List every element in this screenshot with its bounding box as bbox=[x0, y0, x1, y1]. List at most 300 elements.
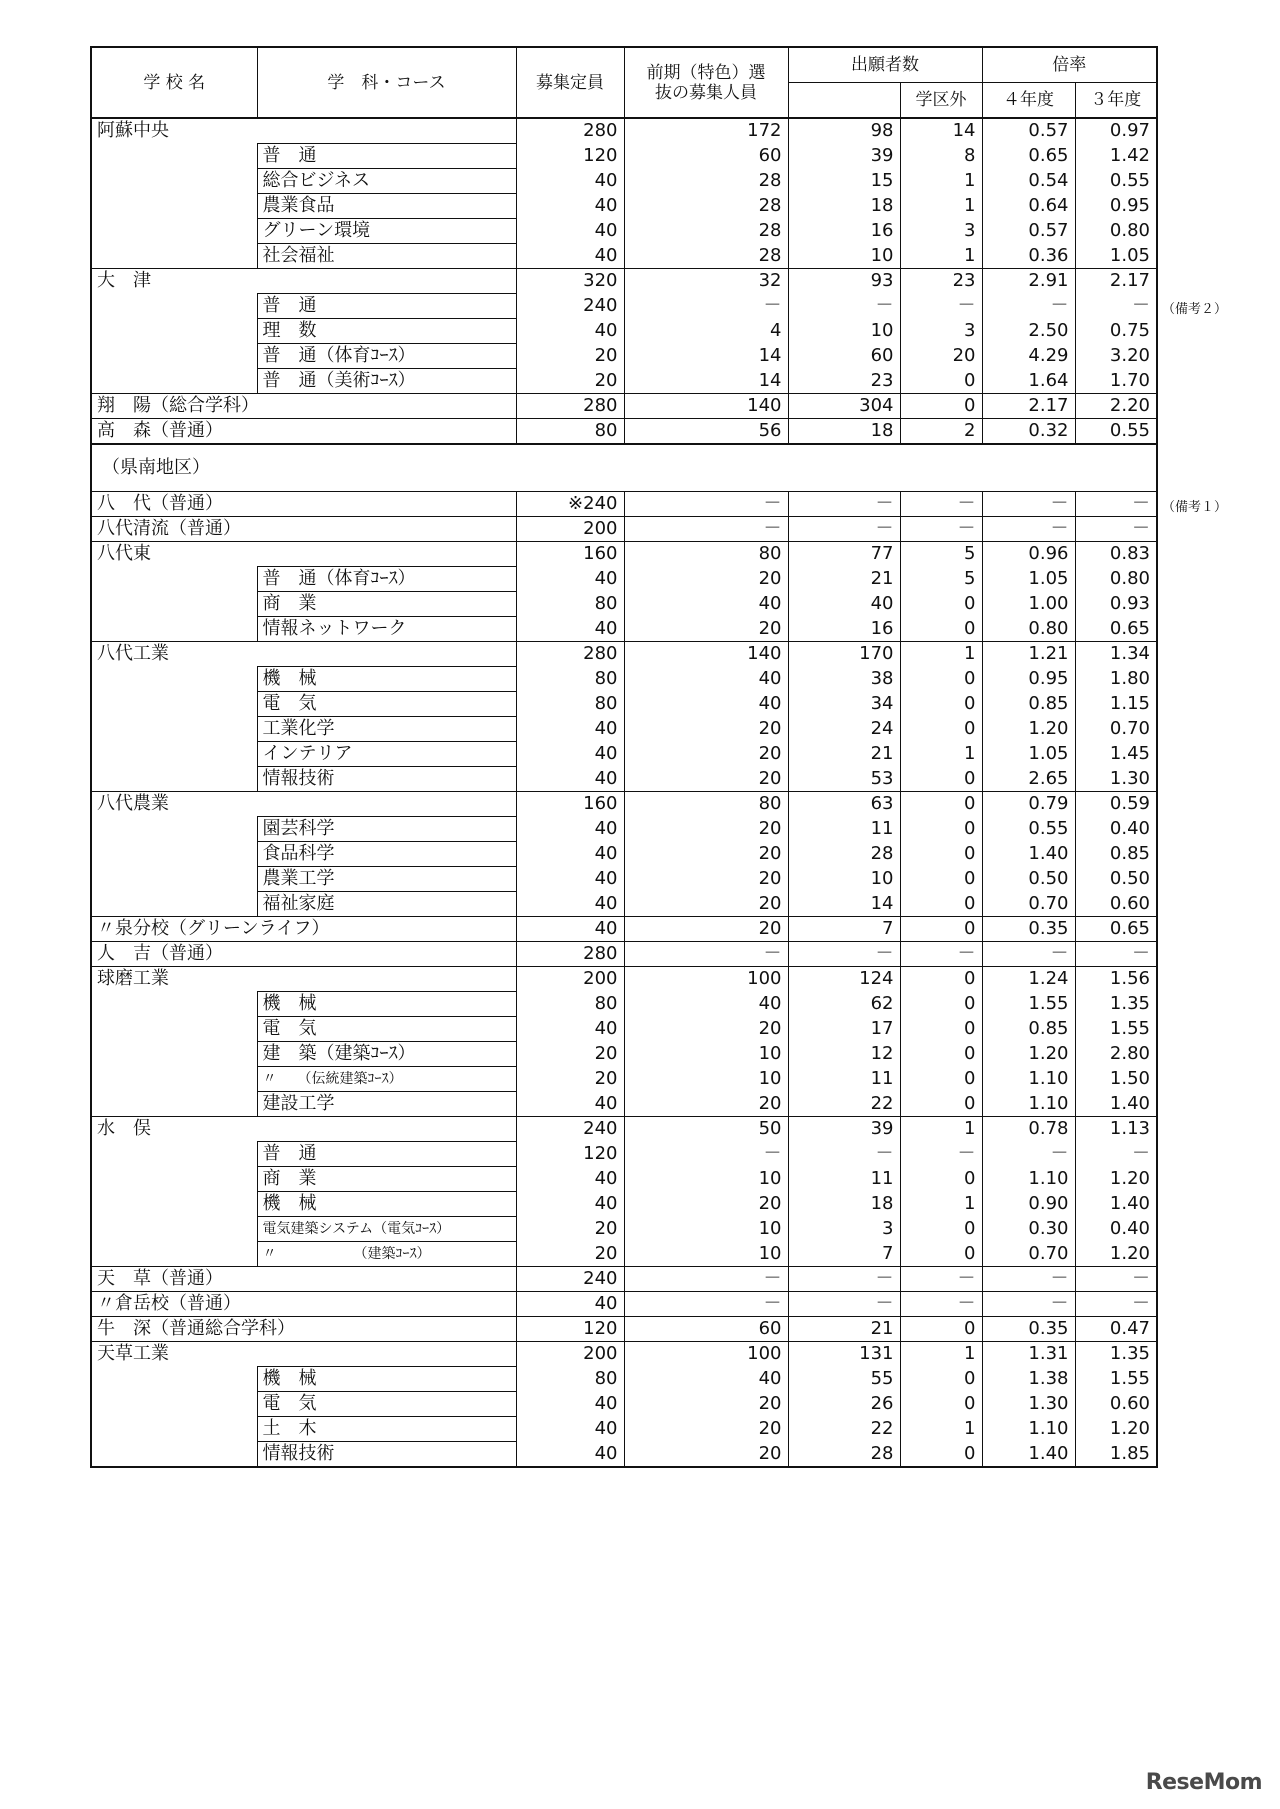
school-name: 八代工業 bbox=[91, 642, 257, 667]
department-name: 情報技術 bbox=[257, 1442, 516, 1468]
applicants-value: 21 bbox=[788, 742, 900, 767]
outside-district-value: 23 bbox=[900, 269, 982, 294]
outside-district-value: － bbox=[900, 942, 982, 967]
school-cell bbox=[91, 842, 257, 867]
ratio-y4-value: 2.50 bbox=[982, 319, 1075, 344]
school-cell bbox=[91, 767, 257, 792]
applicants-value: － bbox=[788, 517, 900, 542]
early-selection-value: 100 bbox=[624, 967, 788, 992]
outside-district-value: 8 bbox=[900, 144, 982, 169]
department-name: 園芸科学 bbox=[257, 817, 516, 842]
ratio-y3-value: 2.20 bbox=[1075, 394, 1157, 419]
early-selection-value: 40 bbox=[624, 592, 788, 617]
department-name: 機 械 bbox=[257, 992, 516, 1017]
ratio-y4-value: － bbox=[982, 1142, 1075, 1167]
outside-district-value: 0 bbox=[900, 1392, 982, 1417]
ratio-y4-value: 1.24 bbox=[982, 967, 1075, 992]
ratio-y3-value: 1.85 bbox=[1075, 1442, 1157, 1468]
school-name: 翔 陽（総合学科） bbox=[91, 394, 516, 419]
ratio-y4-value: 1.38 bbox=[982, 1367, 1075, 1392]
outside-district-value: － bbox=[900, 1142, 982, 1167]
department-name: 機 械 bbox=[257, 667, 516, 692]
note-remark-2: （備考２） bbox=[1162, 301, 1228, 317]
ratio-y3-value: 1.15 bbox=[1075, 692, 1157, 717]
applicants-value: 10 bbox=[788, 244, 900, 269]
school-cell bbox=[91, 817, 257, 842]
school-row bbox=[91, 517, 1157, 542]
capacity-value: 80 bbox=[516, 592, 624, 617]
ratio-y4-value: 0.35 bbox=[982, 1317, 1075, 1342]
applicants-value: 34 bbox=[788, 692, 900, 717]
ratio-y4-value: 0.85 bbox=[982, 692, 1075, 717]
capacity-value: 20 bbox=[516, 344, 624, 369]
ratio-y4-value: 0.35 bbox=[982, 917, 1075, 942]
school-cell bbox=[91, 617, 257, 642]
capacity-value: 20 bbox=[516, 1217, 624, 1242]
ratio-y4-value: － bbox=[982, 1292, 1075, 1317]
capacity-value: 40 bbox=[516, 717, 624, 742]
ratio-y3-value: 0.80 bbox=[1075, 567, 1157, 592]
early-selection-value: － bbox=[624, 517, 788, 542]
school-name: 八代農業 bbox=[91, 792, 257, 817]
applicants-value: 55 bbox=[788, 1367, 900, 1392]
applicants-value: 304 bbox=[788, 394, 900, 419]
department-row bbox=[91, 867, 1157, 892]
department-cell bbox=[257, 1117, 516, 1142]
outside-district-value: 20 bbox=[900, 344, 982, 369]
early-selection-value: 140 bbox=[624, 642, 788, 667]
department-row bbox=[91, 244, 1157, 269]
school-cell bbox=[91, 219, 257, 244]
ratio-y3-value: 0.55 bbox=[1075, 169, 1157, 194]
ratio-y3-value: 0.47 bbox=[1075, 1317, 1157, 1342]
school-cell bbox=[91, 194, 257, 219]
ratio-y4-value: 0.30 bbox=[982, 1217, 1075, 1242]
early-selection-value: 100 bbox=[624, 1342, 788, 1367]
early-selection-value: 20 bbox=[624, 717, 788, 742]
school-cell bbox=[91, 1142, 257, 1167]
capacity-value: 40 bbox=[516, 244, 624, 269]
department-name: 〃 （建築ｺｰｽ） bbox=[257, 1242, 516, 1267]
header-dept: 学 科・コース bbox=[257, 47, 516, 118]
applicants-value: 93 bbox=[788, 269, 900, 294]
applicants-value: 62 bbox=[788, 992, 900, 1017]
department-cell bbox=[257, 542, 516, 567]
ratio-y4-value: 0.54 bbox=[982, 169, 1075, 194]
capacity-value: 40 bbox=[516, 319, 624, 344]
school-cell bbox=[91, 892, 257, 917]
department-cell bbox=[257, 269, 516, 294]
early-selection-value: 20 bbox=[624, 1442, 788, 1468]
applicants-value: 26 bbox=[788, 1392, 900, 1417]
ratio-y3-value: 1.35 bbox=[1075, 992, 1157, 1017]
ratio-y4-value: 0.85 bbox=[982, 1017, 1075, 1042]
outside-district-value: 2 bbox=[900, 419, 982, 445]
department-name: 機 械 bbox=[257, 1367, 516, 1392]
department-row bbox=[91, 344, 1157, 369]
early-selection-value: 40 bbox=[624, 992, 788, 1017]
ratio-y4-value: 0.70 bbox=[982, 1242, 1075, 1267]
school-cell bbox=[91, 1042, 257, 1067]
outside-district-value: 3 bbox=[900, 219, 982, 244]
capacity-value: 40 bbox=[516, 867, 624, 892]
capacity-value: 40 bbox=[516, 1392, 624, 1417]
school-row bbox=[91, 642, 1157, 667]
early-selection-value: 20 bbox=[624, 842, 788, 867]
applicants-value: 18 bbox=[788, 419, 900, 445]
capacity-value: 40 bbox=[516, 1192, 624, 1217]
school-cell bbox=[91, 319, 257, 344]
capacity-value: 20 bbox=[516, 369, 624, 394]
department-row bbox=[91, 617, 1157, 642]
school-row bbox=[91, 1292, 1157, 1317]
department-name: 〃 （伝統建築ｺｰｽ） bbox=[257, 1067, 516, 1092]
region-divider bbox=[91, 444, 1157, 492]
ratio-y3-value: 1.20 bbox=[1075, 1242, 1157, 1267]
school-cell bbox=[91, 867, 257, 892]
applicants-value: 77 bbox=[788, 542, 900, 567]
ratio-y3-value: 0.65 bbox=[1075, 917, 1157, 942]
ratio-y3-value: － bbox=[1075, 294, 1157, 319]
applicants-value: 12 bbox=[788, 1042, 900, 1067]
ratio-y4-value: 0.57 bbox=[982, 219, 1075, 244]
capacity-value: 160 bbox=[516, 792, 624, 817]
school-cell bbox=[91, 1392, 257, 1417]
applicants-value: 18 bbox=[788, 1192, 900, 1217]
early-selection-value: 40 bbox=[624, 1367, 788, 1392]
ratio-y3-value: － bbox=[1075, 1267, 1157, 1292]
capacity-value: 200 bbox=[516, 517, 624, 542]
outside-district-value: － bbox=[900, 1267, 982, 1292]
ratio-y4-value: 0.50 bbox=[982, 867, 1075, 892]
applicants-value: 7 bbox=[788, 917, 900, 942]
capacity-value: 80 bbox=[516, 667, 624, 692]
outside-district-value: 0 bbox=[900, 1217, 982, 1242]
capacity-value: 40 bbox=[516, 219, 624, 244]
school-cell bbox=[91, 992, 257, 1017]
ratio-y3-value: 1.35 bbox=[1075, 1342, 1157, 1367]
school-cell bbox=[91, 1217, 257, 1242]
early-selection-value: 10 bbox=[624, 1167, 788, 1192]
capacity-value: 40 bbox=[516, 1442, 624, 1468]
capacity-value: 40 bbox=[516, 1092, 624, 1117]
applicants-value: 18 bbox=[788, 194, 900, 219]
department-row bbox=[91, 742, 1157, 767]
school-row bbox=[91, 917, 1157, 942]
department-name: 電 気 bbox=[257, 1017, 516, 1042]
early-selection-value: 80 bbox=[624, 792, 788, 817]
applicants-value: 21 bbox=[788, 567, 900, 592]
applicants-value: 60 bbox=[788, 344, 900, 369]
applicants-value: 53 bbox=[788, 767, 900, 792]
note-remark-1: （備考１） bbox=[1162, 499, 1228, 515]
applicants-value: － bbox=[788, 492, 900, 517]
school-cell bbox=[91, 1442, 257, 1468]
ratio-y3-value: － bbox=[1075, 492, 1157, 517]
department-name: 普 通（美術ｺｰｽ） bbox=[257, 369, 516, 394]
capacity-value: 40 bbox=[516, 1417, 624, 1442]
department-name: 農業工学 bbox=[257, 867, 516, 892]
applicants-value: 124 bbox=[788, 967, 900, 992]
school-row bbox=[91, 967, 1157, 992]
header-applicants-count bbox=[788, 83, 900, 119]
ratio-y4-value: 4.29 bbox=[982, 344, 1075, 369]
early-selection-value: 20 bbox=[624, 867, 788, 892]
ratio-y4-value: 1.64 bbox=[982, 369, 1075, 394]
applicants-value: － bbox=[788, 1292, 900, 1317]
applicants-value: 24 bbox=[788, 717, 900, 742]
ratio-y3-value: 1.55 bbox=[1075, 1017, 1157, 1042]
outside-district-value: － bbox=[900, 294, 982, 319]
region-label: （県南地区） bbox=[91, 444, 1157, 492]
ratio-y3-value: 1.80 bbox=[1075, 667, 1157, 692]
school-cell bbox=[91, 592, 257, 617]
outside-district-value: 0 bbox=[900, 592, 982, 617]
early-selection-value: 20 bbox=[624, 567, 788, 592]
outside-district-value: 0 bbox=[900, 1167, 982, 1192]
early-selection-value: 20 bbox=[624, 1192, 788, 1217]
ratio-y4-value: 1.10 bbox=[982, 1167, 1075, 1192]
ratio-y4-value: 1.05 bbox=[982, 742, 1075, 767]
department-row bbox=[91, 1392, 1157, 1417]
outside-district-value: 0 bbox=[900, 717, 982, 742]
department-row bbox=[91, 144, 1157, 169]
department-name: 普 通（体育ｺｰｽ） bbox=[257, 344, 516, 369]
department-name: 普 通（体育ｺｰｽ） bbox=[257, 567, 516, 592]
ratio-y3-value: 2.17 bbox=[1075, 269, 1157, 294]
header-ratio: 倍率 bbox=[982, 47, 1157, 83]
outside-district-value: 0 bbox=[900, 892, 982, 917]
school-row bbox=[91, 394, 1157, 419]
outside-district-value: 0 bbox=[900, 917, 982, 942]
department-row bbox=[91, 1367, 1157, 1392]
ratio-y4-value: 1.05 bbox=[982, 567, 1075, 592]
outside-district-value: 0 bbox=[900, 1242, 982, 1267]
school-cell bbox=[91, 1092, 257, 1117]
department-row bbox=[91, 1442, 1157, 1468]
applicants-value: 10 bbox=[788, 867, 900, 892]
applicants-value: 3 bbox=[788, 1217, 900, 1242]
applicants-value: 28 bbox=[788, 842, 900, 867]
capacity-value: 40 bbox=[516, 817, 624, 842]
ratio-y3-value: － bbox=[1075, 1142, 1157, 1167]
school-name: 天 草（普通） bbox=[91, 1267, 516, 1292]
header-early bbox=[624, 47, 788, 118]
early-selection-value: 20 bbox=[624, 1392, 788, 1417]
early-selection-value: 40 bbox=[624, 667, 788, 692]
department-name: 理 数 bbox=[257, 319, 516, 344]
early-selection-value: 172 bbox=[624, 118, 788, 144]
capacity-value: 20 bbox=[516, 1242, 624, 1267]
school-cell bbox=[91, 1167, 257, 1192]
outside-district-value: 0 bbox=[900, 767, 982, 792]
ratio-y4-value: 0.55 bbox=[982, 817, 1075, 842]
outside-district-value: 1 bbox=[900, 169, 982, 194]
ratio-y4-value: 0.90 bbox=[982, 1192, 1075, 1217]
department-row bbox=[91, 1017, 1157, 1042]
capacity-value: 240 bbox=[516, 294, 624, 319]
outside-district-value: 0 bbox=[900, 667, 982, 692]
early-selection-value: 28 bbox=[624, 169, 788, 194]
capacity-value: 80 bbox=[516, 692, 624, 717]
ratio-y3-value: 1.20 bbox=[1075, 1167, 1157, 1192]
school-name: 〃倉岳校（普通） bbox=[91, 1292, 516, 1317]
outside-district-value: 0 bbox=[900, 1092, 982, 1117]
outside-district-value: 5 bbox=[900, 542, 982, 567]
applicants-value: 22 bbox=[788, 1417, 900, 1442]
ratio-y4-value: 1.20 bbox=[982, 717, 1075, 742]
department-row bbox=[91, 992, 1157, 1017]
department-row bbox=[91, 592, 1157, 617]
department-name: グリーン環境 bbox=[257, 219, 516, 244]
school-cell bbox=[91, 1017, 257, 1042]
ratio-y4-value: 0.36 bbox=[982, 244, 1075, 269]
capacity-value: 280 bbox=[516, 642, 624, 667]
department-row bbox=[91, 1417, 1157, 1442]
capacity-value: 20 bbox=[516, 1067, 624, 1092]
applicants-value: 23 bbox=[788, 369, 900, 394]
early-selection-value: 10 bbox=[624, 1242, 788, 1267]
resemom-logo: ReseMom bbox=[1145, 1770, 1262, 1795]
ratio-y3-value: 0.93 bbox=[1075, 592, 1157, 617]
outside-district-value: 1 bbox=[900, 194, 982, 219]
capacity-value: 280 bbox=[516, 942, 624, 967]
department-row bbox=[91, 194, 1157, 219]
department-cell bbox=[257, 1342, 516, 1367]
applicants-value: 98 bbox=[788, 118, 900, 144]
early-selection-value: 40 bbox=[624, 692, 788, 717]
school-row bbox=[91, 1267, 1157, 1292]
early-selection-value: － bbox=[624, 492, 788, 517]
department-name: 普 通 bbox=[257, 1142, 516, 1167]
ratio-y3-value: 0.40 bbox=[1075, 817, 1157, 842]
department-name: 機 械 bbox=[257, 1192, 516, 1217]
school-cell bbox=[91, 667, 257, 692]
capacity-value: 40 bbox=[516, 767, 624, 792]
ratio-y3-value: 3.20 bbox=[1075, 344, 1157, 369]
early-selection-value: 50 bbox=[624, 1117, 788, 1142]
early-selection-value: － bbox=[624, 1267, 788, 1292]
department-name: インテリア bbox=[257, 742, 516, 767]
early-selection-value: － bbox=[624, 1292, 788, 1317]
department-row bbox=[91, 1242, 1157, 1267]
outside-district-value: 0 bbox=[900, 817, 982, 842]
department-row bbox=[91, 892, 1157, 917]
ratio-y4-value: 1.10 bbox=[982, 1417, 1075, 1442]
outside-district-value: － bbox=[900, 492, 982, 517]
ratio-y4-value: 0.78 bbox=[982, 1117, 1075, 1142]
school-name: 大 津 bbox=[91, 269, 257, 294]
capacity-value: 120 bbox=[516, 1142, 624, 1167]
applicants-value: 28 bbox=[788, 1442, 900, 1468]
early-selection-value: 80 bbox=[624, 542, 788, 567]
school-name: 八代清流（普通） bbox=[91, 517, 516, 542]
ratio-y4-value: 1.10 bbox=[982, 1092, 1075, 1117]
ratio-y4-value: 1.00 bbox=[982, 592, 1075, 617]
department-name: 電気建築システム（電気ｺｰｽ） bbox=[257, 1217, 516, 1242]
outside-district-value: 0 bbox=[900, 692, 982, 717]
early-selection-value: 14 bbox=[624, 344, 788, 369]
school-row bbox=[91, 269, 1157, 294]
department-cell bbox=[257, 967, 516, 992]
department-row bbox=[91, 767, 1157, 792]
capacity-value: 40 bbox=[516, 842, 624, 867]
outside-district-value: 5 bbox=[900, 567, 982, 592]
department-name: 工業化学 bbox=[257, 717, 516, 742]
department-name: 総合ビジネス bbox=[257, 169, 516, 194]
outside-district-value: 3 bbox=[900, 319, 982, 344]
department-row bbox=[91, 667, 1157, 692]
ratio-y4-value: － bbox=[982, 942, 1075, 967]
outside-district-value: 1 bbox=[900, 1342, 982, 1367]
department-cell bbox=[257, 642, 516, 667]
outside-district-value: 1 bbox=[900, 244, 982, 269]
outside-district-value: 0 bbox=[900, 1067, 982, 1092]
early-selection-value: 20 bbox=[624, 817, 788, 842]
outside-district-value: 0 bbox=[900, 992, 982, 1017]
ratio-y4-value: 1.55 bbox=[982, 992, 1075, 1017]
capacity-value: 160 bbox=[516, 542, 624, 567]
ratio-y4-value: 0.65 bbox=[982, 144, 1075, 169]
school-name: 阿蘇中央 bbox=[91, 118, 257, 144]
ratio-y4-value: － bbox=[982, 1267, 1075, 1292]
table-body-north bbox=[91, 118, 1157, 444]
department-row bbox=[91, 1167, 1157, 1192]
school-cell bbox=[91, 717, 257, 742]
school-cell bbox=[91, 169, 257, 194]
department-name: 情報ネットワーク bbox=[257, 617, 516, 642]
header-school: 学 校 名 bbox=[91, 47, 257, 118]
applicants-value: 11 bbox=[788, 817, 900, 842]
department-row bbox=[91, 1142, 1157, 1167]
department-name: 建設工学 bbox=[257, 1092, 516, 1117]
capacity-value: ※240 bbox=[516, 492, 624, 517]
capacity-value: 40 bbox=[516, 567, 624, 592]
department-name: 普 通 bbox=[257, 144, 516, 169]
capacity-value: 240 bbox=[516, 1267, 624, 1292]
school-cell bbox=[91, 692, 257, 717]
applicants-value: 22 bbox=[788, 1092, 900, 1117]
outside-district-value: 0 bbox=[900, 967, 982, 992]
header-early-text: 前期（特色）選抜の募集人員 bbox=[646, 62, 766, 103]
school-row bbox=[91, 419, 1157, 445]
ratio-y3-value: 0.83 bbox=[1075, 542, 1157, 567]
applicants-value: 10 bbox=[788, 319, 900, 344]
capacity-value: 80 bbox=[516, 992, 624, 1017]
school-name: 天草工業 bbox=[91, 1342, 257, 1367]
early-selection-value: 28 bbox=[624, 219, 788, 244]
school-cell bbox=[91, 294, 257, 319]
ratio-y4-value: 0.79 bbox=[982, 792, 1075, 817]
ratio-y3-value: 1.13 bbox=[1075, 1117, 1157, 1142]
ratio-y4-value: 0.32 bbox=[982, 419, 1075, 445]
school-cell bbox=[91, 1067, 257, 1092]
early-selection-value: 60 bbox=[624, 144, 788, 169]
capacity-value: 280 bbox=[516, 118, 624, 144]
department-row bbox=[91, 1192, 1157, 1217]
early-selection-value: 140 bbox=[624, 394, 788, 419]
ratio-y3-value: 1.55 bbox=[1075, 1367, 1157, 1392]
department-cell bbox=[257, 792, 516, 817]
capacity-value: 40 bbox=[516, 617, 624, 642]
department-row bbox=[91, 1217, 1157, 1242]
applicants-value: 11 bbox=[788, 1167, 900, 1192]
department-name: 食品科学 bbox=[257, 842, 516, 867]
capacity-value: 40 bbox=[516, 917, 624, 942]
outside-district-value: 1 bbox=[900, 742, 982, 767]
capacity-value: 40 bbox=[516, 1017, 624, 1042]
capacity-value: 80 bbox=[516, 1367, 624, 1392]
